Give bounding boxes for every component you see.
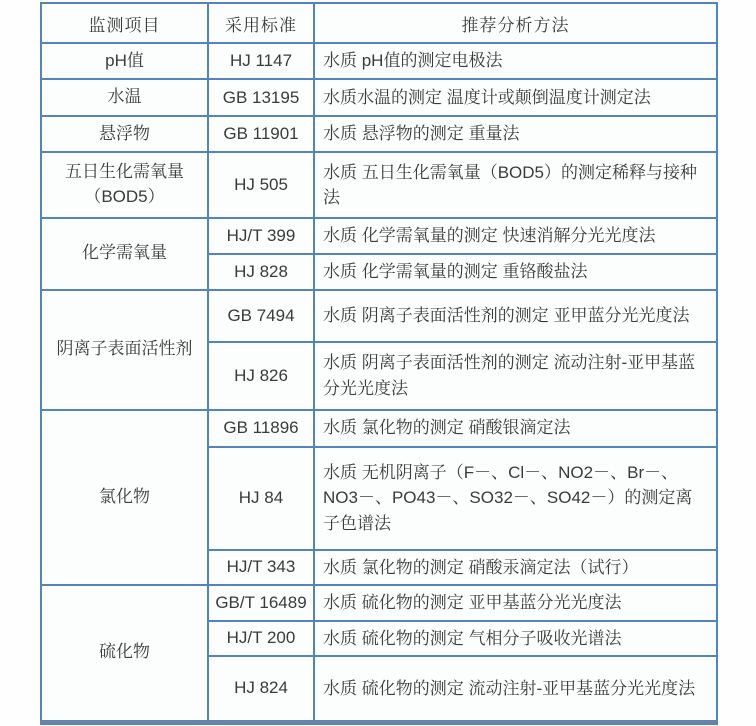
- monitoring-methods-table: [40, 2, 718, 725]
- method-cell: 水质 氯化物的测定 硝酸银滴定法: [314, 410, 717, 447]
- standard-cell: GB 13195: [208, 79, 314, 116]
- table-row-anionic-surfactant-1: [41, 290, 717, 342]
- table-row-water-temp: [41, 79, 717, 116]
- item-cell: 硫化物: [41, 585, 208, 722]
- item-cell: 悬浮物: [41, 116, 208, 152]
- standard-cell: GB 11896: [208, 410, 314, 447]
- standard-cell: HJ/T 343: [208, 550, 314, 586]
- table-row-cod-1: [41, 218, 717, 254]
- method-cell: 水质 硫化物的测定 亚甲基蓝分光光度法: [314, 585, 717, 621]
- item-cell: 氯化物: [41, 410, 208, 586]
- method-cell: 水质 阴离子表面活性剂的测定 流动注射-亚甲基蓝分光光度法: [314, 342, 717, 410]
- method-cell: 水质 化学需氧量的测定 重铬酸盐法: [314, 254, 717, 290]
- standard-cell: HJ 1147: [208, 43, 314, 79]
- method-cell: 水质 硫化物的测定 气相分子吸收光谱法: [314, 621, 717, 657]
- item-cell: 五日生化需氧量（BOD5）: [41, 152, 208, 218]
- header-row: [41, 3, 717, 43]
- standard-cell: HJ 828: [208, 254, 314, 290]
- col-header-item: 监测项目: [41, 3, 208, 43]
- table-row-bod5: [41, 152, 717, 218]
- standard-cell: GB 7494: [208, 290, 314, 342]
- table-row-chloride-1: [41, 410, 717, 447]
- table-row-sulfide-1: [41, 585, 717, 621]
- standard-cell: HJ/T 200: [208, 621, 314, 657]
- item-cell: 阴离子表面活性剂: [41, 290, 208, 410]
- item-cell: pH值: [41, 43, 208, 79]
- item-cell: 化学需氧量: [41, 218, 208, 290]
- method-cell: 水质 化学需氧量的测定 快速消解分光光度法: [314, 218, 717, 254]
- standard-cell: GB/T 16489: [208, 585, 314, 621]
- method-cell: 水质 pH值的测定电极法: [314, 43, 717, 79]
- method-cell: 水质 硫化物的测定 流动注射-亚甲基蓝分光光度法: [314, 656, 717, 722]
- standard-cell: GB 11901: [208, 116, 314, 152]
- standard-cell: HJ 505: [208, 152, 314, 218]
- standard-cell: HJ 824: [208, 656, 314, 722]
- col-header-standard: 采用标准: [208, 3, 314, 43]
- col-header-method: 推荐分析方法: [314, 3, 717, 43]
- standard-cell: HJ 826: [208, 342, 314, 410]
- standard-cell: HJ 84: [208, 447, 314, 550]
- method-cell: 水质 悬浮物的测定 重量法: [314, 116, 717, 152]
- method-cell: 水质 氯化物的测定 硝酸汞滴定法（试行）: [314, 550, 717, 586]
- table-row-suspended-solids: [41, 116, 717, 152]
- method-cell: 水质 无机阴离子（F－、Cl－、NO2－、Br－、NO3－、PO43－、SO32－、SO42－）的测定离子色谱法: [314, 447, 717, 550]
- method-cell: 水质 阴离子表面活性剂的测定 亚甲蓝分光光度法: [314, 290, 717, 342]
- standard-cell: HJ/T 399: [208, 218, 314, 254]
- method-cell: 水质水温的测定 温度计或颠倒温度计测定法: [314, 79, 717, 116]
- table-row-ph: [41, 43, 717, 79]
- method-cell: 水质 五日生化需氧量（BOD5）的测定稀释与接种法: [314, 152, 717, 218]
- item-cell: 水温: [41, 79, 208, 116]
